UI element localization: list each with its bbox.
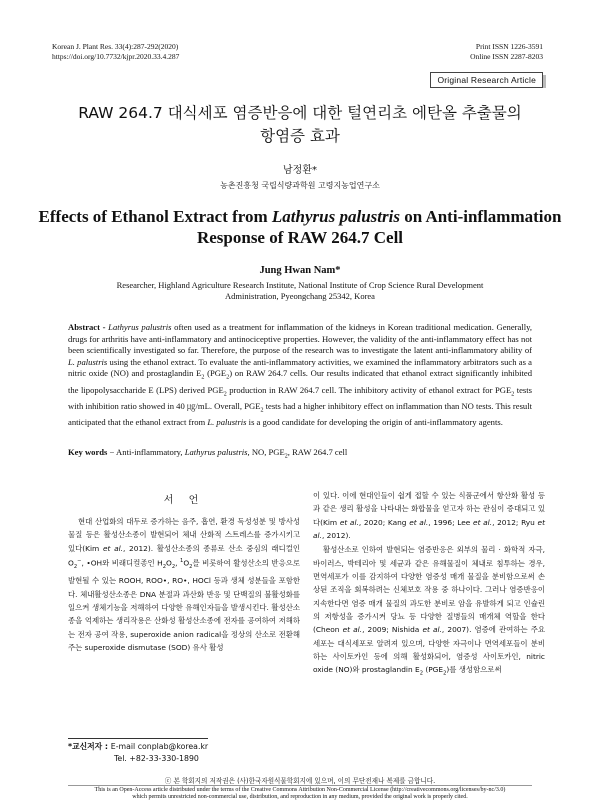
body-text: 현대 산업화의 대두로 증가하는 음주, 흡연, 환경 독성성분 및 방사성 물질 등은 활성산소종이 발현되어 체내 산화적 스트레스를 증가시키고 있다(Kim [68,517,300,553]
korean-title-line2: 항염증 효과 [260,127,340,145]
body-text: 를 비롯하여 활성산소의 반응으로 발현될 수 있는 ROOH, ROO•, RO•, HOCl 등과 생체 성분들을 포함한다. 체내활성산소종은 DNA 분절과 과산화 반응 및 단백질의 불활성화를 일으켜 생체기능을 저해하여 다양한 유해인자들을 발생시킨다. 활성산소종을 억제하는 생리작용은 산화성 활성산소종에 전자를 공여하여 저해하는 전자 공여 작용, superoxide anion radical을 정상의 산소로 전환해주는 superoxide dismutase (SOD) 유사 활성 [68,558,300,653]
et-al: et al. [339,517,359,527]
journal-volume: Korean J. Plant Res. 33(4):287-292(2020) [52,42,179,51]
abstract-text: tests had a higher inhibitory effect on inflammation than NO tests. This result anticipated that the ethanol extract from [68,401,532,428]
title-part: Effects of Ethanol Extract from [38,207,272,226]
abstract-text: using the ethanol extract. To evaluate the anti-inflammatory activities, we examined the inflammatory arbitrators such as a nitric oxide (NO) and prostaglandin E [68,356,532,379]
abstract-text: production in RAW 264.7 cell. The inhibitory activity of ethanol extract for PGE [226,384,512,395]
right-column [313,489,545,681]
body-text: (PGE [422,665,444,675]
online-issn: Online ISSN 2287-8203 [470,52,543,61]
abstract-text: ) on RAW 264.7 cells. Our results indicated that ethanol extract significantly inhibited the lipopolysaccharide E (LPS) derived PGE [68,368,532,395]
footnote-tel: Tel. +82-33-330-1890 [114,754,199,763]
article-type-badge: Original Research Article [430,72,543,88]
license-notice [56,787,544,801]
abstract-label: Abstract - [68,322,109,332]
license-line2: which permits unrestricted non-commercial use, distribution, and reproduction in any medium, provided the original work is properly cited. [132,794,468,800]
section-title: 서 언 [163,495,205,506]
subscript: 2 [73,563,78,570]
subscript: 2 [189,563,193,570]
journal-citation [52,42,179,62]
affiliation-line1: Researcher, Highland Agriculture Research Institute, National Institute of Crop Science Rural Development [116,280,484,290]
subscript: 2 [201,375,205,382]
left-column [68,515,300,654]
abstract-text: often used as a treatment for inflammation of the kidneys in Korean traditional medication. Generally, drugs for arthritis have anti-inflammatory and antinociceptive properties. However, the validity of the anti-inflammatory effect has not been scientifically investigated so far. Therefore, the purpose of the research was to investigate the latent anti-inflammatory ability of [68,322,533,356]
body-text: , 2009; Nishida [362,625,423,635]
body-text: , 2012). [321,531,351,541]
body-text: , 2007). 염증에 관여하는 주요 세포는 대식세포로 알려져 있으며, 다양한 자극이나 면역세포들이 분비하는 사이토카인 등에 의해 활성화되어, 염증성 사이토카인, nitric oxide (NO)와 prostaglandin E [313,625,545,675]
et-al: et al. [409,517,429,527]
subscript: 2 [260,407,264,414]
subscript: 2 [443,670,447,677]
subscript: 2 [171,563,176,570]
body-text: 이 있다. 이에 현대인들이 쉽게 접할 수 있는 식품군에서 항산화 활성 등과 같은 생리 활성을 나타내는 화합물을 얻고자 하는 관심이 증대되고 있다(Kim [313,491,545,527]
title-species: Lathyrus palustris [271,207,400,226]
body-text: O [183,558,190,568]
footnote-label: *교신저자 : [68,742,111,751]
body-text: , 1996; Lee [428,517,474,527]
body-text: )를 생성함으로써 [446,665,502,675]
abstract-text: is a good candidate for developing the origin of anti-inflammatory agents. [246,417,503,428]
abstract [68,322,532,429]
keywords-text: , RAW 264.7 cell [287,447,348,457]
subscript: 2 [223,391,227,398]
et-al: et al. [313,517,545,541]
subscript: 2 [162,563,166,570]
et-al: et al. [473,517,493,527]
keywords-species: Lathyrus palustris [184,447,248,457]
corresponding-author-footnote [68,741,208,765]
copyright-notice: ⓒ 본 학회지의 저작권은 (사)한국자원식물학회지에 있으며, 이의 무단전재나 복제를 금합니다. [164,777,436,785]
issn-block [470,42,543,62]
body-text: , 2012; Ryu [492,517,538,527]
subscript: 2 [226,375,230,382]
body-text: , [175,558,181,568]
body-text: , 2020; Kang [358,517,410,527]
body-text: , •OH와 비래디컬종인 H [81,558,163,568]
body-paragraph [313,543,545,681]
abstract-species-short: L. palustris [207,417,247,428]
body-text: 활성산소로 인하여 발현되는 염증반응은 외부의 물리 · 화학적 자극, 바이러스, 박테리아 및 세균과 같은 유해물질이 체내로 침투하는 경우, 면역세포가 이를 감지하여 다양한 염증성 매개 물질을 분비함으로써 손상된 조직을 회복하려는 신체보호 작용 중 하나이다. 그러나 염증반응이 지속한다면 염증 매개 물질의 과도한 분비로 암을 유발하게 되고 인슐린의 저항성을 증가시켜 당뇨 등 다양한 질병들의 매개체 역할을 한다(Cheon [313,545,545,635]
subscript: 2 [419,670,423,677]
body-paragraph [313,489,545,542]
korean-author: 남정환* [283,165,317,176]
footnote-divider [68,738,208,739]
superscript: − [77,558,82,565]
license-line1: This is an Open-Access article distributed under the terms of the Creative Commons Attribution Non-Commercial License (http://creativecommons.org/licenses/by-nc/3.0) [94,787,506,793]
keywords-text: , NO, PGE [247,447,285,457]
keywords-label: Key words [68,447,108,457]
english-affiliation [80,280,520,302]
affiliation-line2: Administration, Pyeongchang 25342, Korea [225,291,375,301]
doi-link[interactable]: https://doi.org/10.7732/kjpr.2020.33.4.287 [52,52,180,61]
bottom-divider [68,785,532,786]
english-title-line2: Response of RAW 264.7 Cell [196,228,404,247]
title-part: on Anti-inflammation [399,207,562,226]
abstract-text: (PGE [204,368,227,379]
abstract-text: tests with inhibition ratio showed in 40 ㎍/mL. Overall, PGE [68,384,532,411]
et-al: et al. [422,625,442,635]
superscript: 1 [180,558,184,565]
body-text: , 2012). 활성산소종의 종류로 산소 중심의 래디컬인 O [68,543,300,568]
body-paragraph [68,515,300,654]
korean-title-line1: RAW 264.7 대식세포 염증반응에 대한 털연리초 에탄올 추출물의 [78,104,522,122]
et-al: et al. [102,543,124,553]
korean-title [0,102,600,148]
korean-affiliation: 농촌진흥청 국립식량과학원 고령지농업연구소 [220,181,380,190]
english-author: Jung Hwan Nam* [259,265,341,276]
keywords [68,447,532,460]
et-al: et al. [342,625,363,635]
abstract-species-short: L. palustris [68,356,108,367]
keywords-text: − Anti-inflammatory, [107,447,185,457]
english-title [0,206,600,248]
subscript: 2 [284,453,288,460]
print-issn: Print ISSN 1226-3591 [475,42,543,51]
abstract-species: Lathyrus palustris [108,322,172,332]
subscript: 2 [511,391,515,398]
body-text: O [166,558,172,568]
footnote-email[interactable]: E-mail conplab@korea.kr [110,742,209,751]
